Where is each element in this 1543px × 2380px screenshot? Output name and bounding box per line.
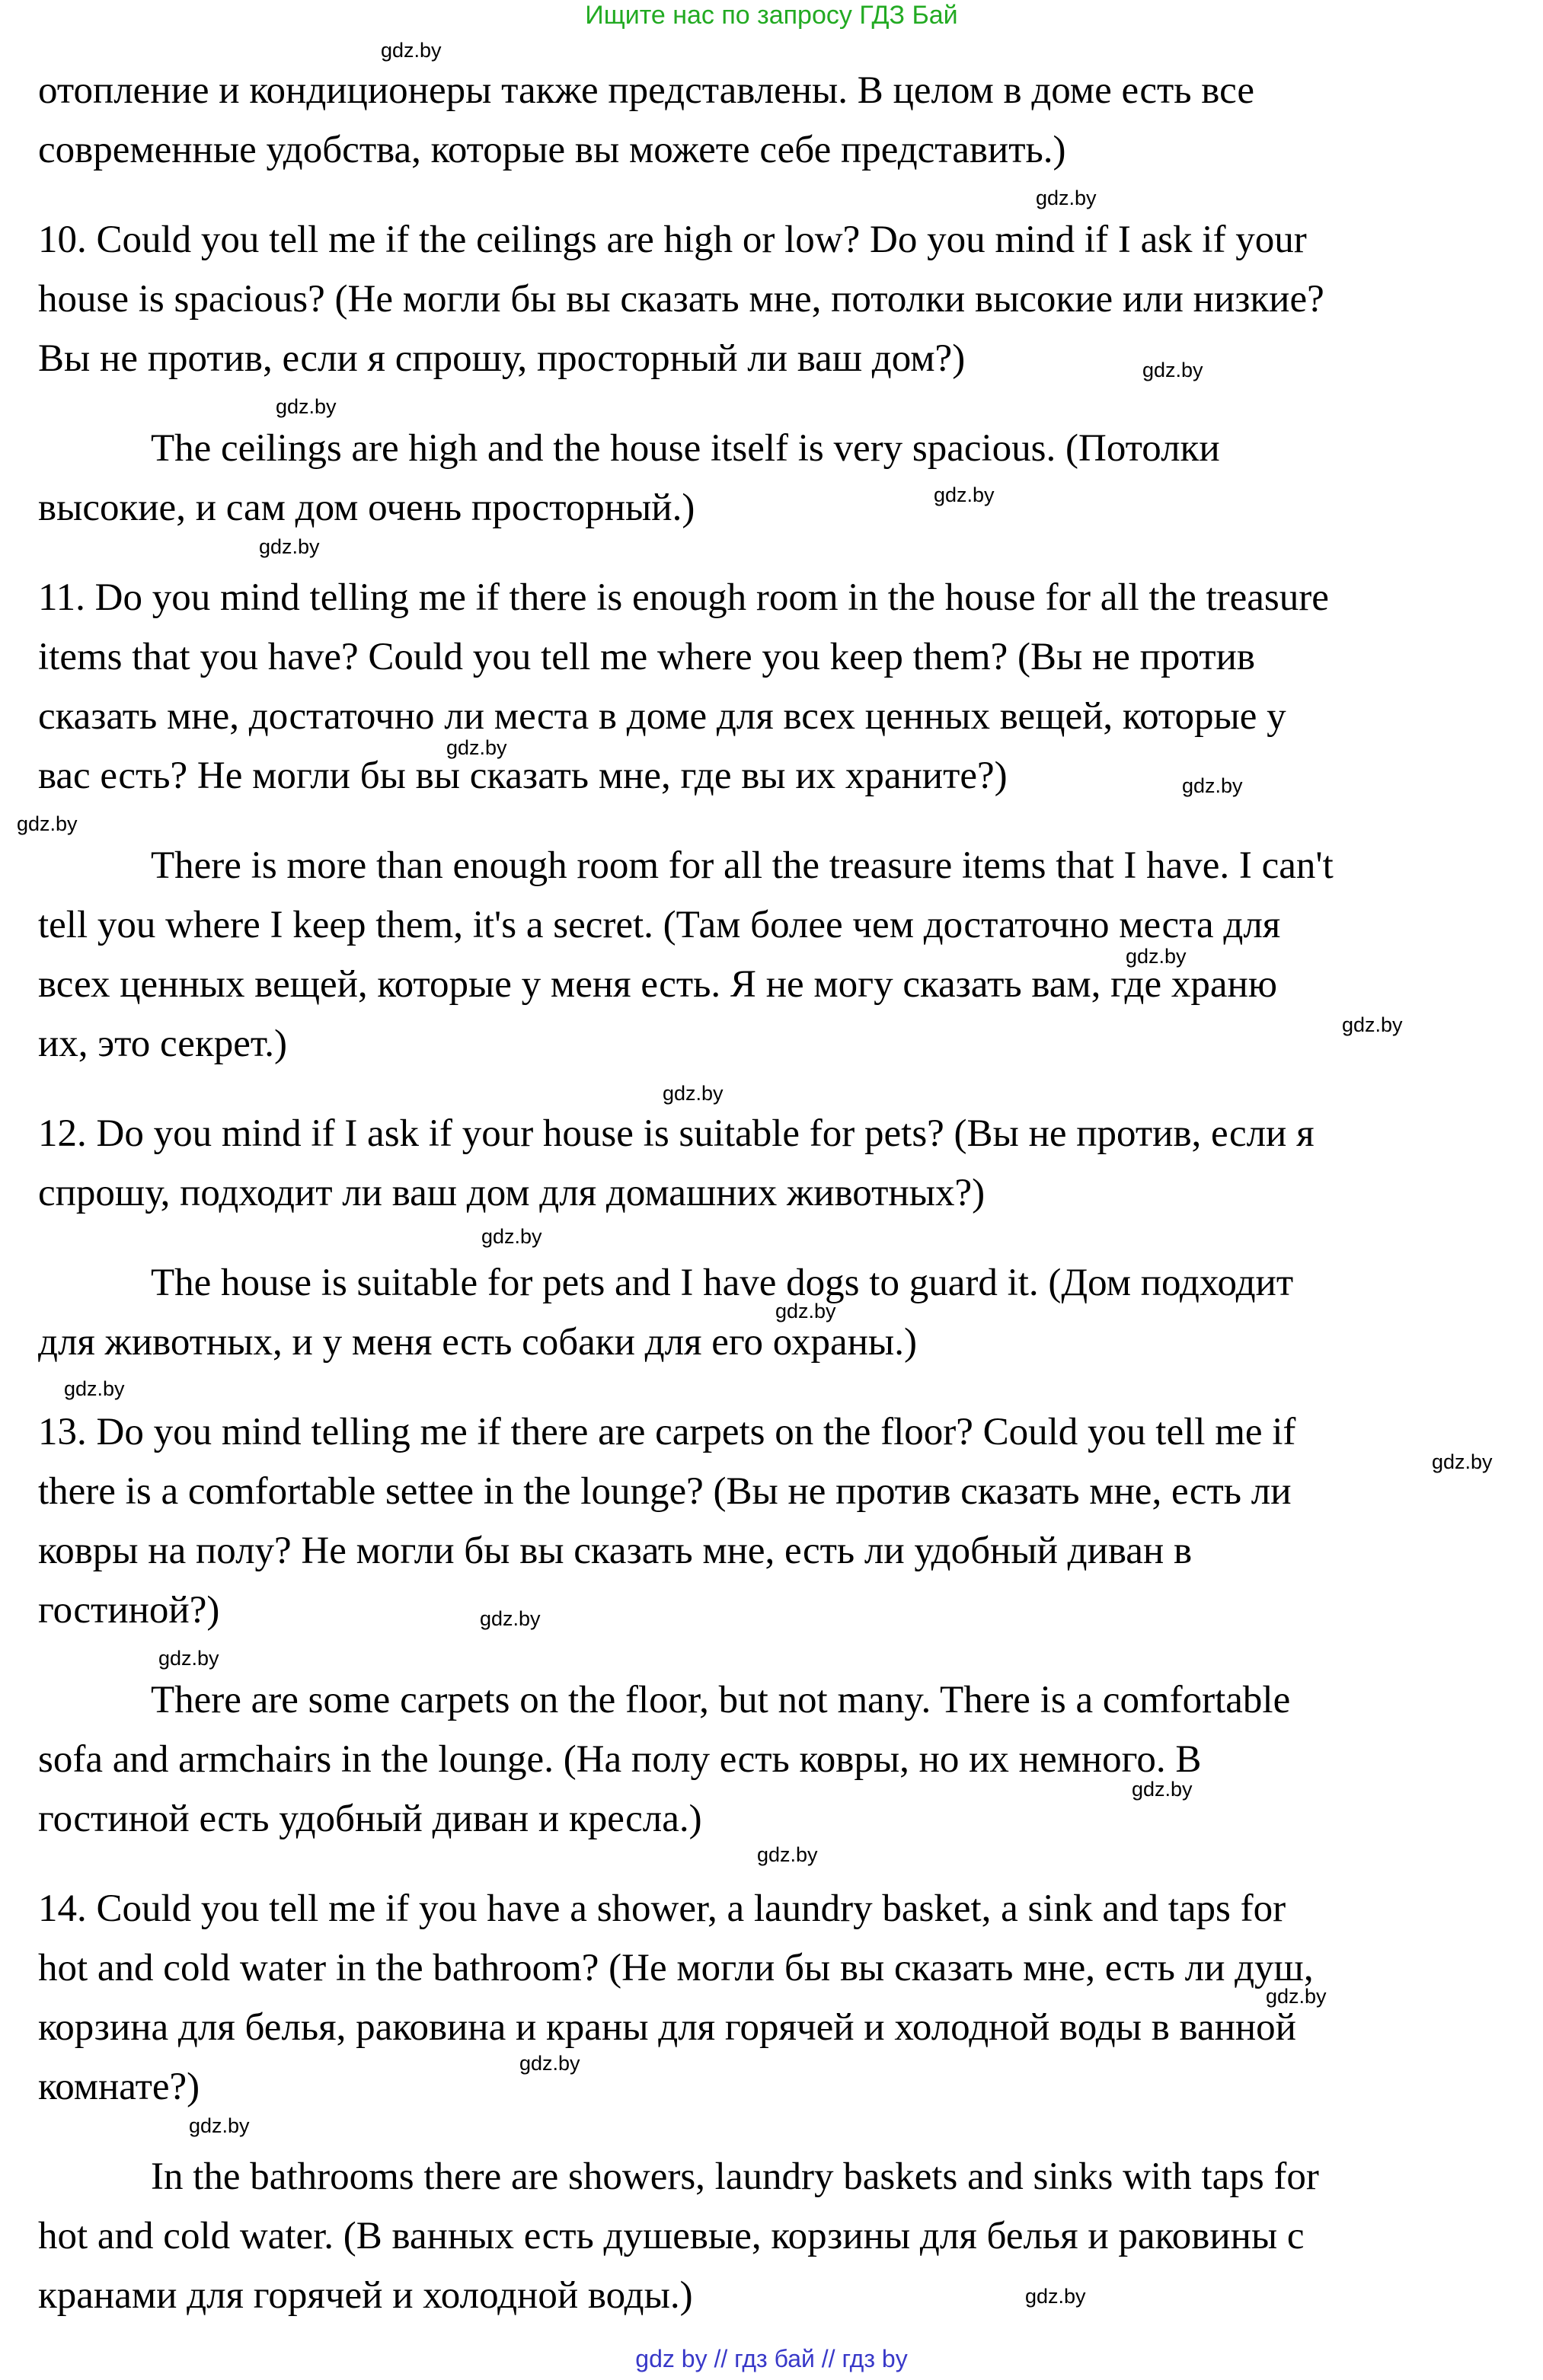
watermark: gdz.by xyxy=(480,1607,541,1630)
text-line: для животных, и у меня есть собаки для его охраны.) xyxy=(38,1321,917,1364)
search-banner[interactable]: Ищите нас по запросу ГДЗ Бай xyxy=(585,1,958,30)
watermark: gdz.by xyxy=(17,812,78,835)
text-line: вас есть? Не могли бы вы сказать мне, где вы их храните?) xyxy=(38,755,1008,797)
text-line: hot and cold water. (В ванных есть душевые, корзины для белья и раковины с xyxy=(38,2215,1305,2257)
watermark: gdz.by xyxy=(1266,1985,1327,2008)
watermark: gdz.by xyxy=(663,1082,724,1105)
text-line: sofa and armchairs in the lounge. (На полу есть ковры, но их немного. В xyxy=(38,1738,1202,1781)
watermark: gdz.by xyxy=(775,1300,836,1322)
watermark: gdz.by xyxy=(1432,1450,1493,1473)
text-line: корзина для белья, раковина и краны для горячей и холодной воды в ванной xyxy=(38,2006,1296,2049)
watermark: gdz.by xyxy=(158,1647,219,1670)
text-line: There is more than enough room for all the treasure items that I have. I can't xyxy=(151,844,1334,887)
text-line: ковры на полу? Не могли бы вы сказать мне, есть ли удобный диван в xyxy=(38,1530,1193,1572)
text-line: There are some carpets on the floor, but not many. There is a comfortable xyxy=(151,1679,1291,1721)
watermark: gdz.by xyxy=(64,1377,125,1400)
text-line: Вы не против, если я спрошу, просторный ли ваш дом?) xyxy=(38,337,966,380)
watermark: gdz.by xyxy=(1025,2285,1086,2308)
text-line: The ceilings are high and the house itself is very spacious. (Потолки xyxy=(151,427,1220,470)
watermark: gdz.by xyxy=(757,1843,818,1866)
text-line: 14. Could you tell me if you have a shower, a laundry basket, a sink and taps for xyxy=(38,1887,1286,1930)
text-line: высокие, и сам дом очень просторный.) xyxy=(38,487,695,529)
watermark: gdz.by xyxy=(1182,774,1243,797)
watermark: gdz.by xyxy=(189,2114,250,2137)
text-line: отопление и кондиционеры также представлены. В целом в доме есть все xyxy=(38,69,1254,112)
text-line: 13. Do you mind telling me if there are carpets on the floor? Could you tell me if xyxy=(38,1411,1296,1453)
watermark: gdz.by xyxy=(934,483,995,506)
text-line: гостиной?) xyxy=(38,1589,220,1632)
footer-links[interactable]: gdz by // гдз бай // гдз by xyxy=(635,2345,908,2372)
text-line: tell you where I keep them, it's a secret. (Там более чем достаточно места для xyxy=(38,904,1281,946)
text-line: items that you have? Could you tell me where you keep them? (Вы не против xyxy=(38,636,1255,678)
text-line: house is spacious? (Не могли бы вы сказать мне, потолки высокие или низкие? xyxy=(38,278,1324,321)
text-line: there is a comfortable settee in the lounge? (Вы не против сказать мне, есть ли xyxy=(38,1470,1292,1513)
text-line: комнате?) xyxy=(38,2066,200,2108)
watermark: gdz.by xyxy=(1342,1013,1403,1036)
watermark: gdz.by xyxy=(446,736,507,759)
text-line: hot and cold water in the bathroom? (Не могли бы вы сказать мне, есть ли душ, xyxy=(38,1947,1314,1989)
watermark: gdz.by xyxy=(1142,359,1203,381)
text-line: всех ценных вещей, которые у меня есть. Я не могу сказать вам, где храню xyxy=(38,963,1277,1006)
watermark: gdz.by xyxy=(1036,187,1097,209)
text-line: кранами для горячей и холодной воды.) xyxy=(38,2274,693,2317)
text-line: спрошу, подходит ли ваш дом для домашних животных?) xyxy=(38,1172,986,1214)
text-line: 11. Do you mind telling me if there is enough room in the house for all the treasure xyxy=(38,576,1329,619)
text-line: The house is suitable for pets and I have dogs to guard it. (Дом подходит xyxy=(151,1262,1294,1304)
text-line: сказать мне, достаточно ли места в доме для всех ценных вещей, которые у xyxy=(38,695,1286,738)
watermark: gdz.by xyxy=(481,1225,542,1248)
watermark: gdz.by xyxy=(1126,945,1187,968)
text-line: 12. Do you mind if I ask if your house is suitable for pets? (Вы не против, если я xyxy=(38,1112,1315,1155)
text-line: гостиной есть удобный диван и кресла.) xyxy=(38,1798,702,1840)
text-line: In the bathrooms there are showers, laundry baskets and sinks with taps for xyxy=(151,2155,1319,2198)
text-line: современные удобства, которые вы можете себе представить.) xyxy=(38,129,1066,171)
watermark: gdz.by xyxy=(519,2052,580,2075)
text-line: 10. Could you tell me if the ceilings are high or low? Do you mind if I ask if your xyxy=(38,219,1307,261)
watermark: gdz.by xyxy=(381,39,442,62)
watermark: gdz.by xyxy=(276,395,337,418)
watermark: gdz.by xyxy=(1132,1778,1193,1801)
text-line: их, это секрет.) xyxy=(38,1023,288,1065)
watermark: gdz.by xyxy=(259,535,320,558)
